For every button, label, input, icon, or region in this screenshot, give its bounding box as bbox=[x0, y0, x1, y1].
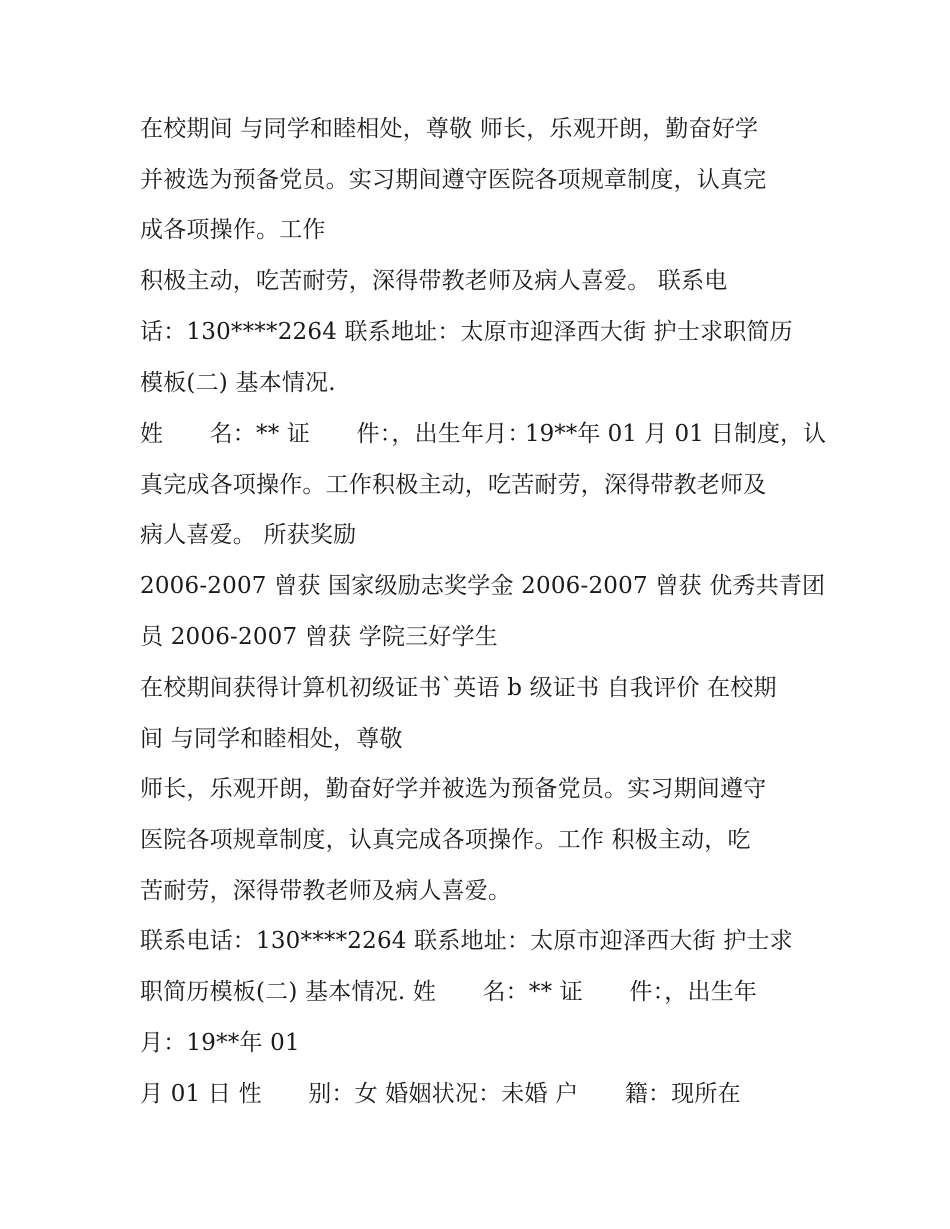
text-line: 并被选为预备党员。实习期间遵守医院各项规章制度，认真完 bbox=[140, 167, 767, 193]
text-line: 医院各项规章制度，认真完成各项操作。工作 积极主动，吃 bbox=[140, 827, 751, 853]
text-line: 模板(二) 基本情况. bbox=[140, 370, 336, 396]
text-line: 间 与同学和睦相处，尊敬 bbox=[140, 726, 403, 752]
text-line: 月：19**年 01 bbox=[140, 1030, 300, 1056]
text-line: 苦耐劳，深得带教老师及病人喜爱。 bbox=[140, 878, 512, 904]
text-line: 员 2006-2007 曾获 学院三好学生 bbox=[140, 624, 498, 650]
text-line: 姓 名：** 证 件：，出生年月： bbox=[140, 421, 531, 447]
text-line: 真完成各项操作。工作积极主动，吃苦耐劳，深得带教老师及 bbox=[140, 472, 767, 498]
text-line: 在校期间获得计算机初级证书`英语 b 级证书 自我评价 在校期 bbox=[140, 675, 777, 701]
text-line: 月 01 日 性 别：女 婚姻状况：未婚 户 籍：现所在 bbox=[140, 1081, 741, 1107]
text-line: 联系电话：130****2264 联系地址：太原市迎泽西大街 护士求 bbox=[140, 928, 793, 954]
text-line: 成各项操作。工作 bbox=[140, 217, 326, 243]
text-line: 病人喜爱。 所获奖励 bbox=[140, 522, 357, 548]
text-line: 2006-2007 曾获 国家级励志奖学金 2006-2007 曾获 优秀共青团 bbox=[140, 573, 826, 599]
text-line: 师长，乐观开朗，勤奋好学并被选为预备党员。实习期间遵守 bbox=[140, 776, 767, 802]
text-line: 在校期间 与同学和睦相处，尊敬 师长，乐观开朗，勤奋好学 bbox=[140, 116, 759, 142]
text-line: 职简历模板(二) 基本情况. 姓 名：** 证 件：，出生年 bbox=[140, 979, 758, 1005]
overlapping-text: 19**年 01 月 01 日制度，认 bbox=[525, 421, 827, 447]
text-line: 话：130****2264 联系地址：太原市迎泽西大街 护士求职简历 bbox=[140, 319, 793, 345]
text-line: 积极主动，吃苦耐劳，深得带教老师及病人喜爱。 联系电 bbox=[140, 268, 728, 294]
